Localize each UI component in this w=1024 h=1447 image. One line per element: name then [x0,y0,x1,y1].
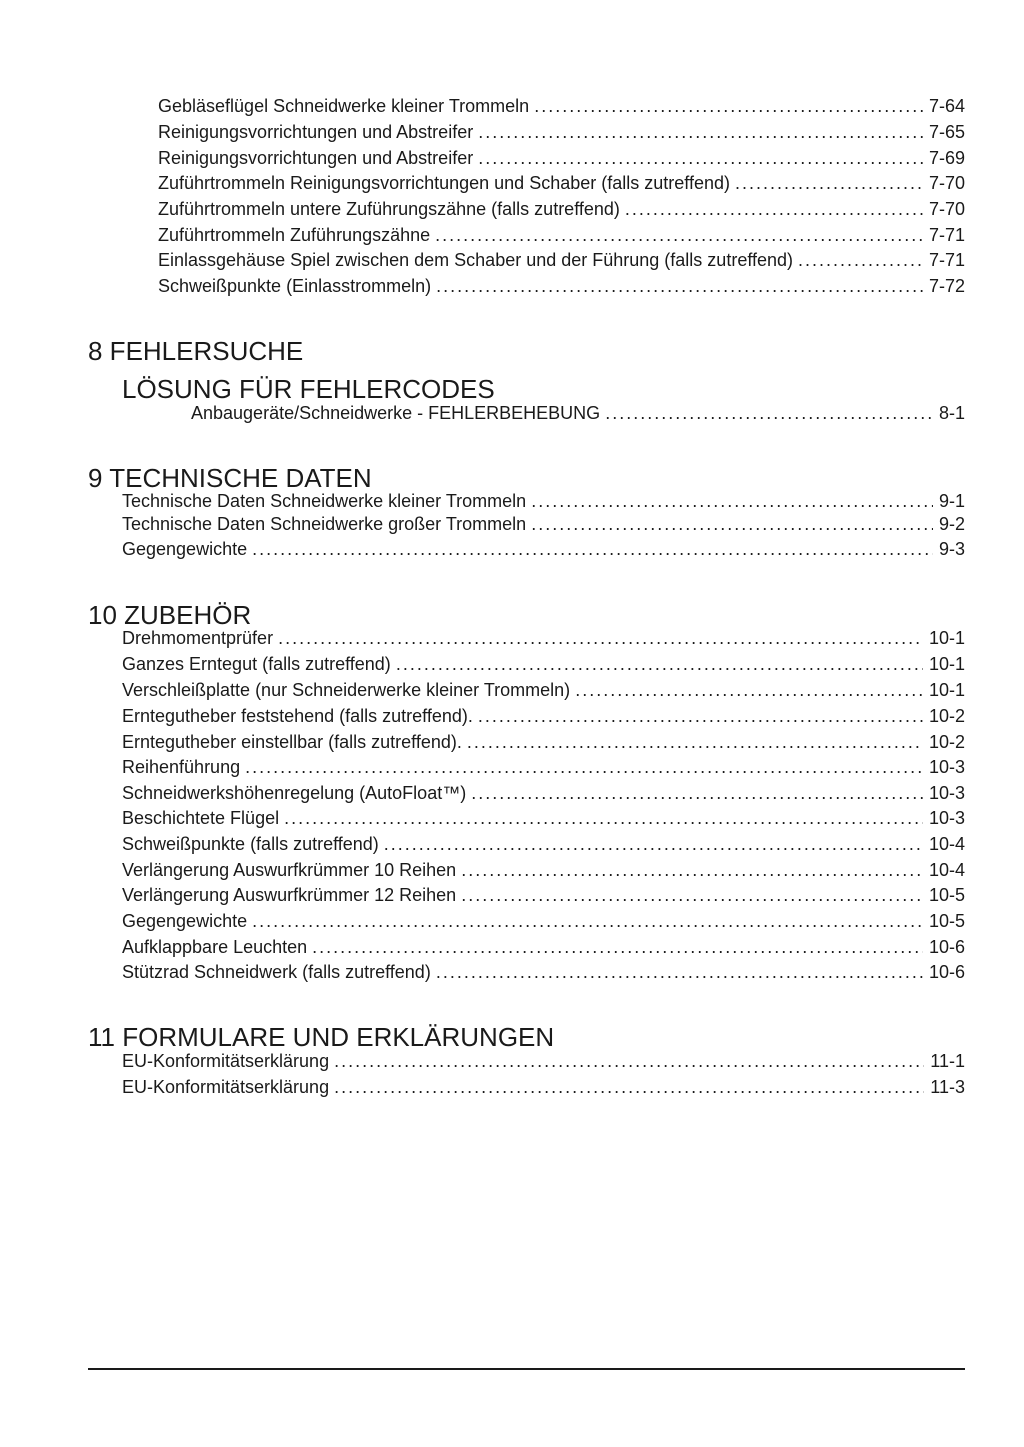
toc-entry-title: Schneidwerkshöhenregelung (AutoFloat™) [122,783,467,803]
toc-entry-page: 10-1 [928,680,965,700]
toc-entry-page: 7-71 [928,250,965,270]
toc-entry-page: 10-3 [928,757,965,777]
toc-leader [531,513,933,535]
toc-leader [531,490,933,512]
toc-entry-title: Zuführtrommeln untere Zuführungszähne (falls zutreffend) [158,199,620,219]
toc-entry[interactable] [122,1050,965,1072]
toc-leader [334,1050,924,1072]
toc-entry-page: 10-5 [928,885,965,905]
toc-entry-page: 8-1 [938,403,965,423]
toc-entry[interactable] [191,402,965,424]
toc-entry-title: Verschleißplatte (nur Schneiderwerke kleiner Trommeln) [122,680,571,700]
toc-entry-title: Reihenführung [122,757,241,777]
toc-leader [284,807,923,829]
toc-leader [435,224,923,246]
toc-entry[interactable] [122,653,965,675]
section-subheading: LÖSUNG FÜR FEHLERCODES [122,374,495,404]
chapter-heading: 8 FEHLERSUCHE [88,336,304,366]
toc-entry[interactable] [158,249,965,271]
toc-entry-title: Verlängerung Auswurfkrümmer 10 Reihen [122,860,457,880]
toc-entry-title: Zuführtrommeln Zuführungszähne [158,225,431,245]
toc-entry-title: Gebläseflügel Schneidwerke kleiner Trommeln [158,96,530,116]
toc-entry[interactable] [158,147,965,169]
toc-entry-title: Ganzes Erntegut (falls zutreffend) [122,654,391,674]
toc-entry-page: 10-3 [928,808,965,828]
toc-entry[interactable] [122,859,965,881]
toc-entry[interactable] [158,172,965,194]
toc-leader [798,249,923,271]
toc-entry[interactable] [122,756,965,778]
toc-entry-title: EU-Konformitätserklärung [122,1077,330,1097]
toc-entry-page: 10-1 [928,654,965,674]
toc-entry-page: 10-6 [928,962,965,982]
toc-leader [252,910,923,932]
toc-entry[interactable] [122,910,965,932]
toc-entry-page: 7-72 [928,276,965,296]
toc-entry-title: Schweißpunkte (Einlasstrommeln) [158,276,432,296]
toc-entry-title: Reinigungsvorrichtungen und Abstreifer [158,122,474,142]
chapter-heading: 9 TECHNISCHE DATEN [88,463,372,493]
toc-entry-page: 7-70 [928,199,965,219]
toc-entry-title: Anbaugeräte/Schneidwerke - FEHLERBEHEBUNG [191,403,601,423]
toc-entry[interactable] [122,807,965,829]
toc-entry-page: 10-4 [928,860,965,880]
toc-entry-title: Verlängerung Auswurfkrümmer 12 Reihen [122,885,457,905]
toc-entry-title: EU-Konformitätserklärung [122,1051,330,1071]
toc-leader [478,705,923,727]
toc-entry-title: Technische Daten Schneidwerke großer Trommeln [122,514,527,534]
toc-leader [478,121,923,143]
toc-entry[interactable] [122,884,965,906]
toc-leader [278,627,923,649]
toc-leader [467,731,923,753]
toc-entry-page: 7-64 [928,96,965,116]
toc-entry-title: Schweißpunkte (falls zutreffend) [122,834,379,854]
toc-entry[interactable] [122,679,965,701]
toc-entry-title: Technische Daten Schneidwerke kleiner Trommeln [122,491,527,511]
toc-entry-title: Gegengewichte [122,911,248,931]
toc-leader [245,756,923,778]
toc-entry-page: 10-3 [928,783,965,803]
toc-entry[interactable] [122,513,965,535]
toc-entry[interactable] [122,627,965,649]
toc-entry-page: 11-3 [930,1077,965,1097]
toc-entry[interactable] [122,1076,965,1098]
toc-entry-title: Zuführtrommeln Reinigungsvorrichtungen und Schaber (falls zutreffend) [158,173,730,193]
toc-entry[interactable] [158,224,965,246]
toc-entry[interactable] [122,705,965,727]
toc-entry[interactable] [122,833,965,855]
toc-entry-page: 10-2 [928,732,965,752]
toc-leader [384,833,923,855]
toc-leader [534,95,923,117]
toc-entry-title: Aufklappbare Leuchten [122,937,308,957]
toc-entry-page: 10-5 [928,911,965,931]
toc-entry-page: 10-1 [928,628,965,648]
toc-entry-page: 10-6 [928,937,965,957]
toc-leader [575,679,923,701]
toc-leader [396,653,923,675]
toc-leader [312,936,923,958]
toc-entry-page: 7-71 [928,225,965,245]
toc-leader [334,1076,924,1098]
toc-entry-title: Gegengewichte [122,539,248,559]
toc-entry[interactable] [158,198,965,220]
toc-entry-page: 10-4 [928,834,965,854]
toc-leader [478,147,923,169]
toc-entry-page: 7-65 [928,122,965,142]
toc-entry[interactable] [158,95,965,117]
toc-entry[interactable] [122,731,965,753]
toc-entry-page: 7-70 [928,173,965,193]
toc-leader [461,884,923,906]
toc-leader [252,538,933,560]
toc-entry-title: Erntegutheber einstellbar (falls zutreffend). [122,732,462,752]
chapter-heading: 10 ZUBEHÖR [88,600,252,630]
toc-leader [436,961,923,983]
toc-entry[interactable] [122,782,965,804]
toc-entry-title: Stützrad Schneidwerk (falls zutreffend) [122,962,431,982]
toc-entry[interactable] [122,961,965,983]
toc-leader [735,172,923,194]
toc-entry[interactable] [122,490,965,512]
toc-entry[interactable] [122,936,965,958]
toc-entry[interactable] [158,275,965,297]
toc-leader [625,198,923,220]
toc-leader [436,275,923,297]
chapter-heading: 11 FORMULARE UND ERKLÄRUNGEN [88,1022,555,1052]
toc-entry-page: 9-2 [938,514,965,534]
toc-entry-page: 9-1 [938,491,965,511]
toc-entry-page: 9-3 [938,539,965,559]
toc-leader [471,782,923,804]
toc-entry-page: 7-69 [928,148,965,168]
toc-entry[interactable] [122,538,965,560]
toc-entry-title: Einlassgehäuse Spiel zwischen dem Schaber und der Führung (falls zutreffend) [158,250,794,270]
toc-leader [605,402,933,424]
toc-entry-page: 10-2 [928,706,965,726]
toc-entry-title: Erntegutheber feststehend (falls zutreffend). [122,706,473,726]
toc-leader [461,859,923,881]
footer-rule [88,1368,965,1370]
toc-entry-title: Reinigungsvorrichtungen und Abstreifer [158,148,474,168]
toc-entry-title: Beschichtete Flügel [122,808,280,828]
toc-entry-page: 11-1 [930,1051,965,1071]
toc-entry[interactable] [158,121,965,143]
toc-entry-title: Drehmomentprüfer [122,628,274,648]
